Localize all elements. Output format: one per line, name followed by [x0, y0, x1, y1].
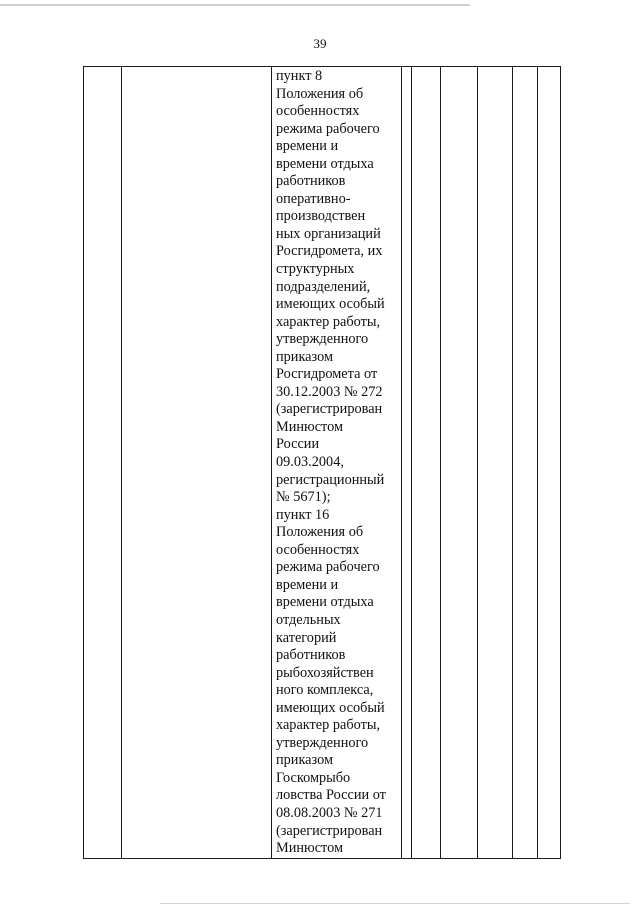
text-line: Положения об [276, 524, 364, 541]
text-line: (зарегистрирован [276, 401, 383, 418]
legal-reference-text [272, 67, 401, 858]
text-line: приказом [276, 752, 334, 769]
text-line: оперативно- [276, 190, 351, 207]
table-cell-empty [84, 67, 122, 859]
text-line: времени отдыха [276, 594, 374, 611]
text-line: России [276, 436, 320, 453]
text-line: работников [276, 647, 346, 664]
text-line: ного комплекса, [276, 682, 374, 699]
text-line: рыбохозяйствен [276, 664, 374, 681]
text-line: регистрационный [276, 471, 385, 488]
text-line: пункт 16 [276, 506, 330, 523]
text-line: категорий [276, 629, 337, 646]
text-line: Росгидромета от [276, 366, 378, 383]
text-line: Минюстом [276, 840, 344, 857]
text-line: (зарегистрирован [276, 822, 383, 839]
text-line: имеющих особый [276, 699, 385, 716]
text-line: утвержденного [276, 331, 369, 348]
text-line: времени и [276, 138, 339, 155]
page-number: 39 [313, 36, 327, 51]
document-table [83, 66, 561, 859]
table-cell-empty [441, 67, 478, 859]
text-line: 08.08.2003 № 271 [276, 804, 383, 821]
text-line: отдельных [276, 611, 341, 628]
text-line: режима рабочего [276, 120, 380, 137]
text-line: ных организаций [276, 225, 381, 242]
table-cell-empty [513, 67, 538, 859]
text-line: особенностях [276, 541, 360, 558]
table-cell-legal-reference [272, 67, 402, 859]
table-row [84, 67, 561, 859]
text-line: характер работы, [276, 717, 381, 734]
text-line: имеющих особый [276, 296, 385, 313]
text-line: Росгидромета, их [276, 243, 383, 260]
table-cell-empty [402, 67, 412, 859]
text-line: Минюстом [276, 418, 344, 435]
table-cell-empty [412, 67, 441, 859]
text-line: времени и [276, 576, 339, 593]
table-cell-empty [538, 67, 561, 859]
text-line: подразделений, [276, 278, 371, 295]
text-line: режима рабочего [276, 559, 380, 576]
text-line: производствен [276, 208, 366, 225]
text-line: структурных [276, 261, 355, 278]
text-line: Госкомрыбо [276, 769, 351, 786]
text-line: работников [276, 173, 346, 190]
text-line: ловства России от [276, 787, 386, 804]
text-line: приказом [276, 348, 334, 365]
text-line: особенностях [276, 103, 360, 120]
text-line: характер работы, [276, 313, 381, 330]
text-line: 09.03.2004, [276, 454, 344, 471]
table-cell-empty [478, 67, 513, 859]
text-line: Положения об [276, 85, 364, 102]
text-line: пункт 8 [276, 68, 323, 84]
text-line: утвержденного [276, 734, 369, 751]
table-cell-empty [122, 67, 272, 859]
text-line: 30.12.2003 № 272 [276, 383, 383, 400]
text-line: времени отдыха [276, 155, 374, 172]
scan-top-edge [0, 4, 470, 6]
text-line: № 5671); [276, 489, 331, 506]
scan-bottom-edge [160, 903, 630, 904]
